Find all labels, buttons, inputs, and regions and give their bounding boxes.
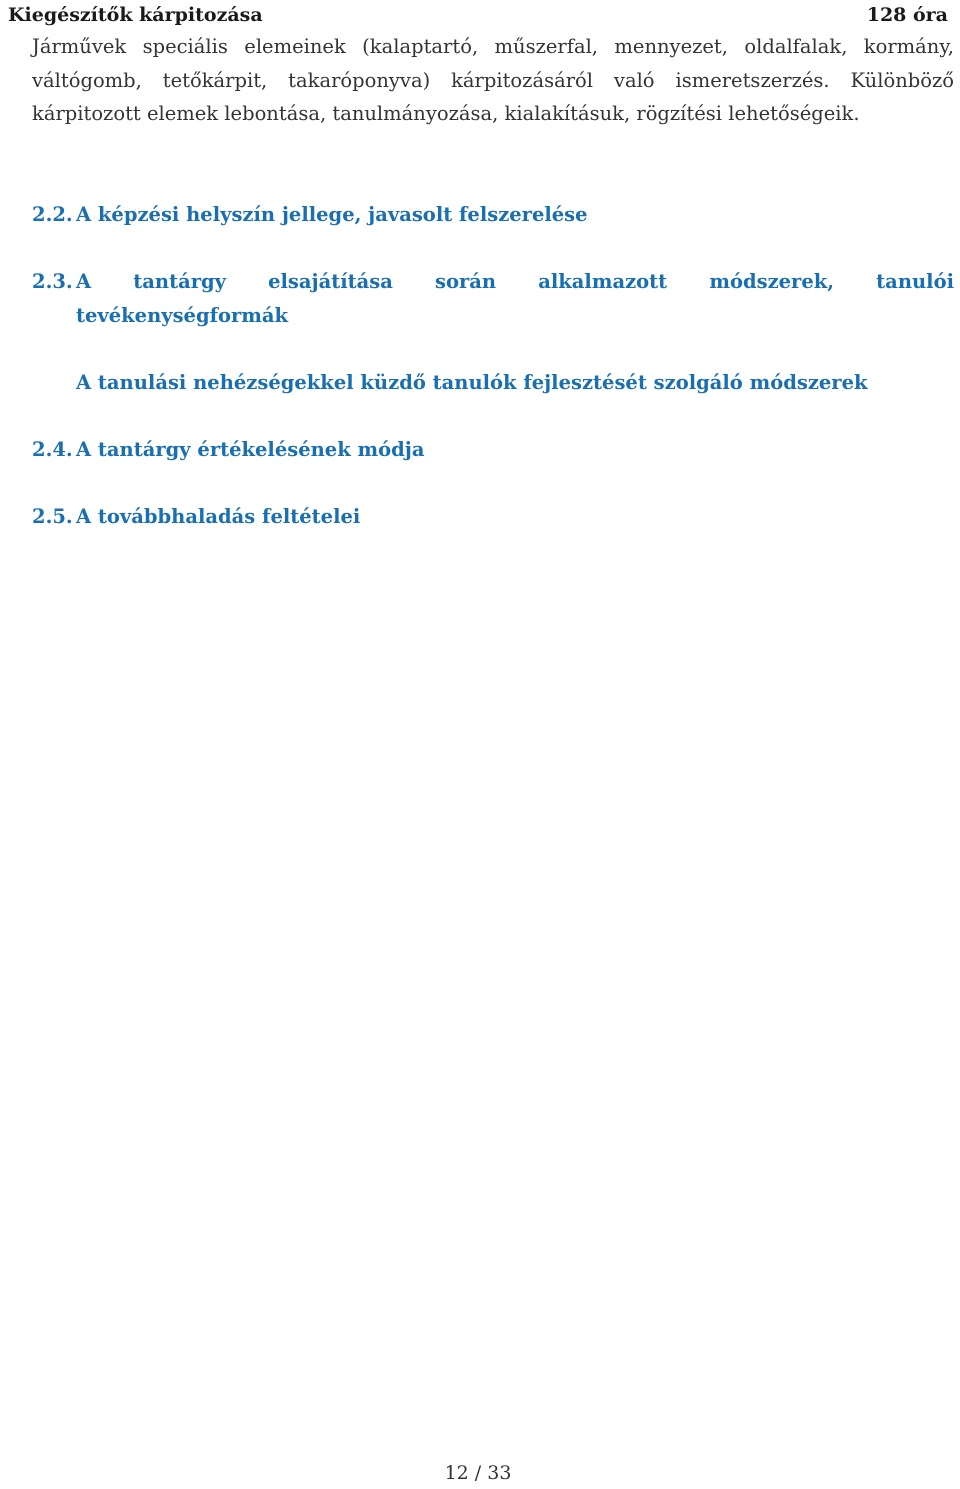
section-title: A képzési helyszín jellege, javasolt felszerelése <box>76 203 588 226</box>
section-number: 2.2. <box>32 203 73 226</box>
section-number: 2.5. <box>32 505 73 528</box>
section-number: 2.4. <box>32 438 73 461</box>
page-number: 12 / 33 <box>444 1462 512 1484</box>
topic-header <box>8 0 948 30</box>
section-heading-2-5 <box>32 500 954 534</box>
section-title: A tantárgy elsajátítása során alkalmazott módszerek, tanulói tevékenységformák <box>76 270 954 327</box>
section-number: 2.3. <box>32 270 73 293</box>
topic-hours: 128 óra <box>866 4 948 26</box>
section-heading-2-4 <box>32 433 954 467</box>
section-title: A továbbhaladás feltételei <box>76 505 361 528</box>
topic-description: Járművek speciális elemeinek (kalaptartó, műszerfal, mennyezet, oldalfalak, kormány, váltógomb, tetőkárpit, takaróponyva) kárpitozásáról való ismeretszerzés. Különböző kárpitozott elemek lebontása, tanulmányozása, kialakításuk, rögzítési lehetőségeik. <box>32 35 954 125</box>
topic-title: Kiegészítők kárpitozása <box>8 4 263 26</box>
section-heading-2-2 <box>32 198 954 232</box>
section-title: A tantárgy értékelésének módja <box>76 438 425 461</box>
section-heading-2-3 <box>32 265 954 333</box>
sub-heading-learning-difficulties: A tanulási nehézségekkel küzdő tanulók fejlesztését szolgáló módszerek <box>76 371 868 394</box>
